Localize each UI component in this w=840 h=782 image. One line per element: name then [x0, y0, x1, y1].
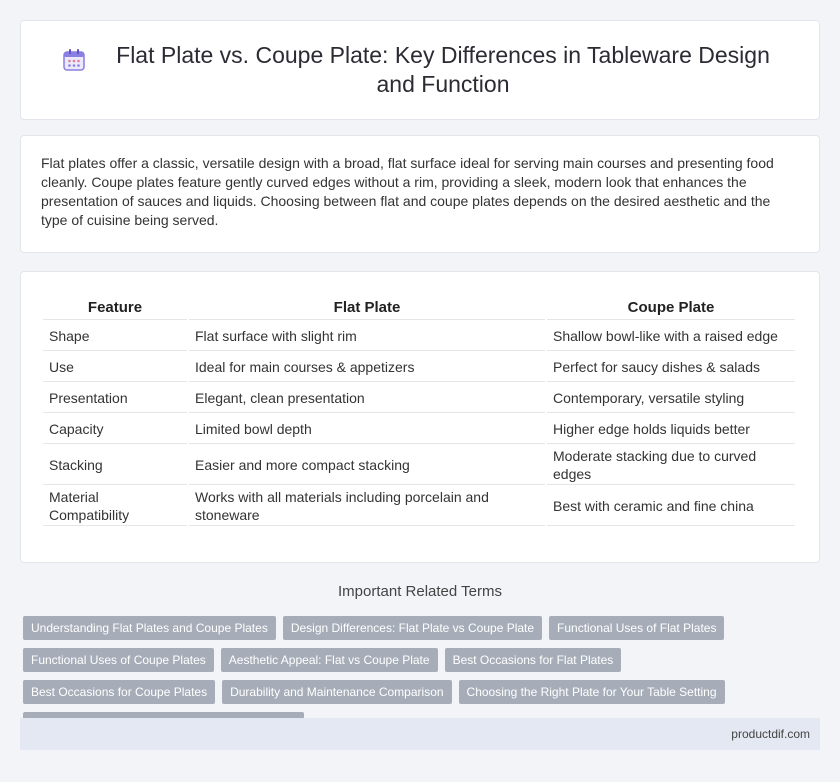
- header-feature: Feature: [43, 294, 187, 320]
- cell-feature: Use: [43, 353, 187, 382]
- cell-flat: Works with all materials including porcelain and stoneware: [189, 487, 545, 526]
- table-row: [43, 415, 795, 444]
- related-term-tag[interactable]: Functional Uses of Coupe Plates: [23, 648, 214, 672]
- cell-feature: Stacking: [43, 446, 187, 485]
- related-term-tag[interactable]: Understanding Flat Plates and Coupe Plates: [23, 616, 276, 640]
- related-term-tag[interactable]: Choosing the Right Plate for Your Table Setting: [459, 680, 725, 704]
- cell-feature: Material Compatibility: [43, 487, 187, 526]
- table-row: [43, 322, 795, 351]
- related-term-tag[interactable]: Design Differences: Flat Plate vs Coupe Plate: [283, 616, 542, 640]
- footer-site-link[interactable]: productdif.com: [731, 727, 810, 741]
- intro-paragraph: Flat plates offer a classic, versatile design with a broad, flat surface ideal for serving main courses and presenting food cleanly. Coupe plates feature gently curved edges without a rim, providing a sleek, modern look that enhances the presentation of sauces and liquids. Choosing between flat and coupe plates depends on the desired aesthetic and the type of cuisine being served.: [41, 155, 774, 228]
- cell-flat: Easier and more compact stacking: [189, 446, 545, 485]
- related-term-tag[interactable]: Aesthetic Appeal: Flat vs Coupe Plate: [221, 648, 438, 672]
- related-term-tag[interactable]: Best Occasions for Flat Plates: [445, 648, 622, 672]
- title-card: [20, 20, 820, 120]
- footer: [20, 718, 820, 750]
- cell-coupe: Shallow bowl-like with a raised edge: [547, 322, 795, 351]
- cell-flat: Flat surface with slight rim: [189, 322, 545, 351]
- related-term-tag[interactable]: Durability and Maintenance Comparison: [222, 680, 451, 704]
- comparison-table: [41, 292, 797, 528]
- cell-flat: Ideal for main courses & appetizers: [189, 353, 545, 382]
- header-coupe-plate: Coupe Plate: [547, 294, 795, 320]
- table-row: [43, 487, 795, 526]
- comparison-card: [20, 271, 820, 563]
- cell-coupe: Perfect for saucy dishes & salads: [547, 353, 795, 382]
- related-terms-heading: Important Related Terms: [338, 583, 502, 600]
- intro-card: [20, 135, 820, 253]
- cell-coupe: Contemporary, versatile styling: [547, 384, 795, 413]
- cell-flat: Elegant, clean presentation: [189, 384, 545, 413]
- cell-flat: Limited bowl depth: [189, 415, 545, 444]
- related-term-tag[interactable]: Functional Uses of Flat Plates: [549, 616, 724, 640]
- cell-coupe: Best with ceramic and fine china: [547, 487, 795, 526]
- cell-coupe: Higher edge holds liquids better: [547, 415, 795, 444]
- table-header-row: [43, 294, 795, 320]
- table-row: [43, 353, 795, 382]
- related-term-tag[interactable]: Best Occasions for Coupe Plates: [23, 680, 215, 704]
- page-title: Flat Plate vs. Coupe Plate: Key Differences in Tableware Design and Function: [116, 42, 770, 97]
- header-flat-plate: Flat Plate: [189, 294, 545, 320]
- table-row: [43, 384, 795, 413]
- cell-feature: Capacity: [43, 415, 187, 444]
- calendar-icon: [61, 47, 87, 73]
- cell-feature: Shape: [43, 322, 187, 351]
- cell-coupe: Moderate stacking due to curved edges: [547, 446, 795, 485]
- table-row: [43, 446, 795, 485]
- cell-feature: Presentation: [43, 384, 187, 413]
